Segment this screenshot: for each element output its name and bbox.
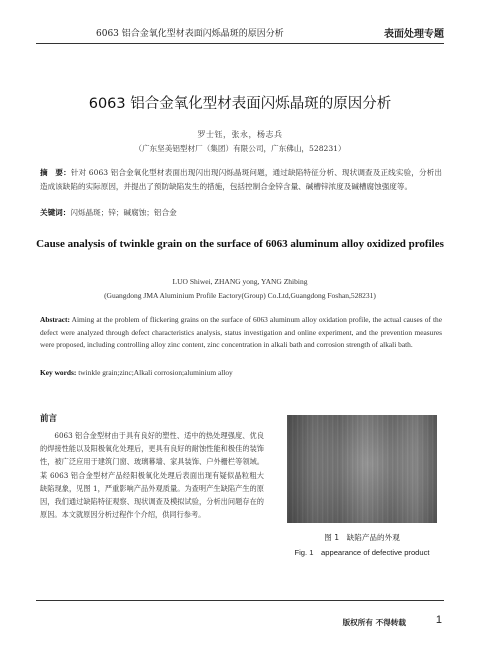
keywords-cn [40, 207, 442, 218]
running-title: 6063 铝合金氧化型材表面闪烁晶斑的原因分析 [96, 29, 284, 39]
column-name: 表面处理专题 [384, 29, 444, 40]
keywords-cn-label: 关键词： [40, 208, 71, 217]
authors-cn: 罗士钰，张永，杨志兵 [197, 130, 283, 139]
keywords-en-label: Key words: [40, 368, 77, 377]
keywords-cn-text: 闪烁晶斑；锌；碱腐蚀；铝合金 [70, 208, 177, 217]
abstract-en [40, 314, 442, 352]
abstract-en-label: Abstract: [40, 315, 70, 324]
paper-title-cn: 6063 铝合金氧化型材表面闪烁晶斑的原因分析 [88, 96, 392, 112]
affiliation-en: (Guangdong JMA Aluminium Profile Eactory(Group) Co.Ltd,Guangdong Foshan,528231) [104, 291, 376, 300]
section-heading: 前言 [40, 414, 58, 424]
paper-title-en: Cause analysis of twinkle grain on the surface of 6063 aluminum alloy oxidized profiles [36, 238, 444, 250]
keywords-en-text: twinkle grain;zinc;Alkali corrosion;aluminium alloy [76, 368, 233, 377]
photo-shading [287, 415, 437, 523]
figure-caption-cn: 图 1 缺陷产品的外观 [324, 533, 400, 542]
abstract-cn [40, 166, 442, 194]
copyright-notice: 版权所有 不得转载 [342, 618, 406, 627]
page-footer [36, 600, 444, 630]
abstract-en-text: Aiming at the problem of flickering grains on the surface of 6063 aluminum alloy oxidation profile, the actual causes of the defect were analyzed through defect characteristics analysis, status investigation and online experiment, and the prevention measures were proposed, including controlling alloy zinc content, zinc concentration in alkali bath and corrosion strength of alkali bath. [40, 315, 442, 349]
abstract-cn-text: 针对 6063 铝合金氧化型材表面出现闪出现闪烁晶斑问题，通过缺陷特征分析、现状调查及正线实验，分析出造成该缺陷的实际原因，并提出了预防缺陷发生的措施，包括控制合金锌含量、碱槽锌浓度及碱槽腐蚀强度等。 [40, 168, 443, 191]
affiliation-cn: （广东坚美铝型材厂（集团）有限公司，广东佛山，528231） [134, 144, 346, 153]
running-header [36, 20, 444, 44]
keywords-en [40, 368, 442, 377]
page-number: 1 [435, 614, 442, 626]
body-paragraph: 6063 铝合金型材由于具有良好的塑性、适中的热处理强度、优良的焊接性能以及阳极氧化处理后，更具有良好的耐蚀性能和极佳的装饰性，被广泛应用于建筑门窗、玻璃幕墙、家具装饰、户外栅栏等领域。某 6063 铝合金型材产品经阳极氧化处理后表面出现有疑似晶粒粗大缺陷现象，见图 1，严重影响产品外观质量。为查明产生缺陷产生的原因，我们通过缺陷特征观察、现状调查及模拟试验，分析出问题存在的原因。本文就原因分析过程作个介绍，供同行参考。 [40, 431, 264, 520]
figure-caption-en: Fig. 1 appearance of defective product [294, 548, 430, 557]
authors-en: LUO Shiwei, ZHANG yong, YANG Zhibing [172, 277, 308, 286]
defect-photo [287, 415, 437, 523]
abstract-cn-label: 摘 要： [40, 168, 71, 177]
body-text [40, 429, 264, 521]
